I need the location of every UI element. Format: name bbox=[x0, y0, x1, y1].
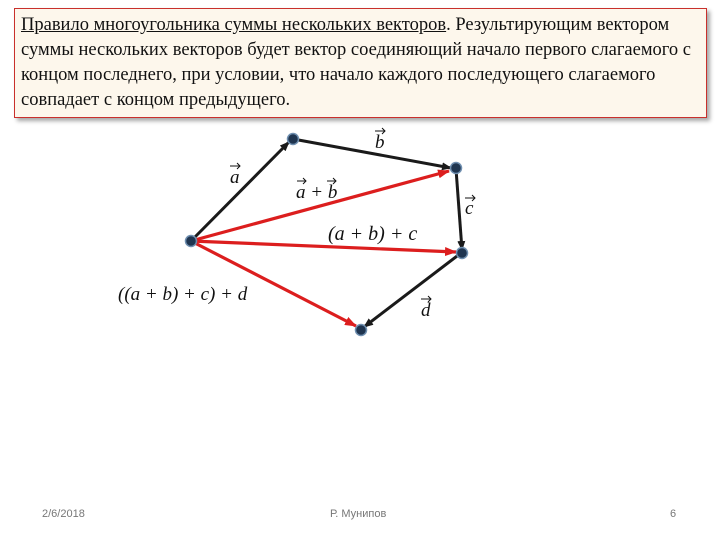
vector-b bbox=[293, 139, 451, 168]
point-end-c bbox=[457, 248, 468, 259]
label-sum-abcd bbox=[118, 284, 248, 305]
label-b bbox=[375, 128, 385, 153]
footer-page-number: 6 bbox=[670, 508, 677, 520]
svg-text:a: a bbox=[230, 167, 240, 188]
rule-text: . Результирующим вектором суммы нескольких векторов будет вектор соединяющий начало первого слагаемого с концом последнего, при условии, что начало каждого последующего слагаемого совпадает с концом предыдущего. bbox=[21, 15, 692, 110]
footer-author: Р. Мунипов bbox=[330, 508, 387, 520]
svg-text:(a + b) + c: (a + b) + c bbox=[328, 223, 418, 245]
point-origin bbox=[186, 236, 197, 247]
svg-text:d: d bbox=[421, 300, 431, 321]
footer-date: 2/6/2018 bbox=[42, 508, 85, 520]
label-sum-abc bbox=[328, 223, 417, 245]
rule-title: Правило многоугольника суммы нескольких векторов bbox=[21, 15, 447, 35]
point-end-d bbox=[356, 325, 367, 336]
label-d bbox=[421, 296, 431, 321]
vector-d bbox=[364, 253, 461, 327]
label-c bbox=[465, 195, 475, 219]
svg-text:c: c bbox=[465, 198, 474, 219]
svg-text:a + b: a + b bbox=[296, 182, 338, 203]
svg-text:((a + b) + c) + d: ((a + b) + c) + d bbox=[118, 284, 248, 305]
vector-c bbox=[456, 169, 462, 250]
point-end-b bbox=[451, 163, 462, 174]
label-a bbox=[230, 163, 240, 188]
svg-text:b: b bbox=[375, 132, 385, 153]
label-sum-ab bbox=[296, 178, 337, 203]
point-end-a bbox=[288, 134, 299, 145]
